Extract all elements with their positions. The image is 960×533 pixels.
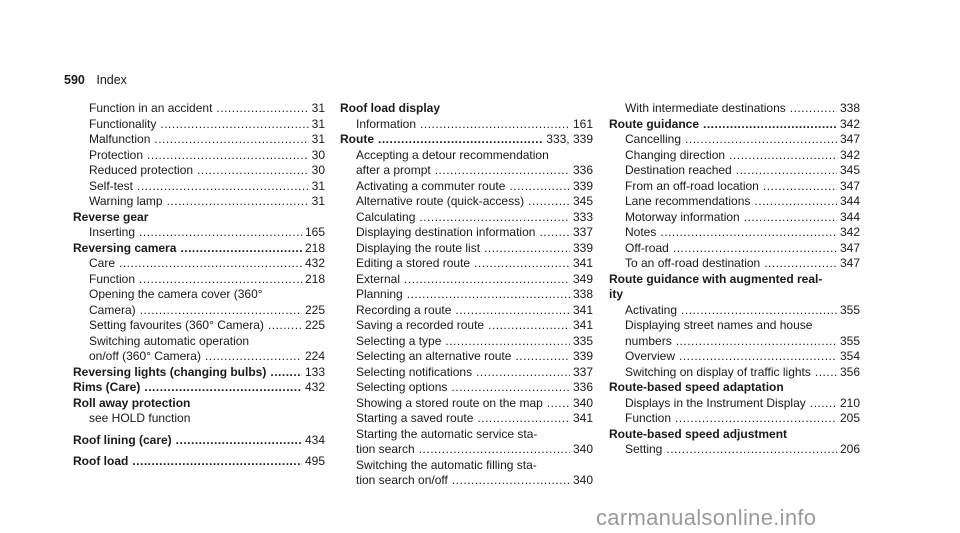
dot-leader [790, 101, 837, 117]
index-entry [609, 132, 860, 148]
index-entry [609, 396, 860, 412]
entry-text: Editing a stored route [356, 256, 471, 270]
entry-text: see HOLD function [89, 411, 191, 425]
entry-text: Route guidance with augmented real- [609, 271, 823, 286]
entry-text: Accepting a detour recommendation [356, 147, 549, 162]
entry-text: Roll away protection [73, 395, 191, 410]
entry-text: Selecting a type [356, 333, 442, 348]
index-entry [73, 256, 325, 272]
page-ref[interactable]: 338 [839, 101, 860, 115]
entry-text: Route [340, 132, 374, 146]
entry-text: Function in an accident [89, 101, 213, 115]
index-entry [73, 411, 325, 427]
page-ref[interactable]: 344 [839, 194, 860, 208]
page-ref[interactable]: 225 [304, 318, 325, 332]
index-entry [609, 179, 860, 195]
index-entry [340, 241, 593, 257]
page-ref[interactable]: 161 [572, 116, 593, 131]
dot-leader [176, 433, 302, 449]
entry-text: Displaying the route list [356, 240, 481, 255]
index-entry [340, 334, 593, 350]
index-entry [340, 194, 593, 210]
index-heading [73, 210, 325, 226]
page-ref[interactable]: 356 [839, 364, 860, 379]
entry-text: Setting [625, 442, 663, 456]
index-entry [340, 210, 593, 226]
page-ref[interactable]: 333 [572, 209, 593, 224]
index-column-1 [73, 101, 325, 470]
index-entry [340, 179, 593, 195]
entry-text: Switching on display of traffic lights [625, 364, 811, 379]
index-entry [73, 334, 325, 350]
page-ref[interactable]: 345 [839, 163, 860, 177]
index-heading [609, 117, 860, 133]
index-entry [609, 303, 860, 319]
page-ref[interactable]: 206 [839, 442, 860, 456]
page-ref[interactable]: 345 [572, 194, 593, 208]
dot-leader [147, 148, 309, 164]
index-entry [609, 365, 860, 381]
index-entry [73, 318, 325, 334]
index-entry [609, 334, 860, 350]
dot-leader [744, 210, 837, 226]
entry-text: With intermediate destinations [625, 101, 786, 115]
dot-leader [474, 256, 570, 272]
dot-leader [484, 241, 570, 257]
entry-text: Destination reached [625, 163, 732, 177]
entry-text: Selecting options [356, 380, 448, 394]
index-entry [73, 148, 325, 164]
dot-leader [703, 117, 837, 133]
entry-text: Switching the automatic filling sta- [356, 457, 537, 472]
entry-text: Switching automatic operation [89, 333, 250, 348]
page-ref[interactable]: 434 [304, 432, 325, 447]
entry-text: Recording a route [356, 302, 452, 317]
entry-text: Displays in the Instrument Display [625, 395, 806, 410]
index-heading [609, 427, 860, 443]
index-entry [609, 349, 860, 365]
dot-leader [404, 272, 570, 288]
entry-text: Rims (Care) [73, 380, 141, 394]
page-ref[interactable]: 432 [304, 380, 325, 394]
page-ref[interactable]: 340 [572, 395, 593, 410]
page-ref[interactable]: 337 [572, 364, 593, 379]
entry-text: Selecting an alternative route [356, 349, 512, 363]
index-heading [73, 396, 325, 412]
entry-text: External [356, 271, 401, 286]
entry-text: Off-road [625, 240, 669, 255]
index-heading [73, 241, 325, 257]
index-entry [73, 194, 325, 210]
entry-text: Roof load display [340, 101, 441, 115]
dot-leader [764, 256, 837, 272]
dot-leader [509, 179, 570, 195]
page-header [64, 73, 127, 87]
entry-text: Selecting notifications [356, 364, 473, 379]
index-entry [340, 427, 593, 443]
page-ref[interactable]: 341 [572, 411, 593, 425]
dot-leader [270, 365, 302, 381]
index-heading [609, 380, 860, 396]
dot-leader [160, 117, 308, 133]
entry-text: Route guidance [609, 116, 700, 131]
entry-text: Calculating [356, 209, 416, 224]
entry-text: Protection [89, 147, 144, 162]
index-entry [609, 225, 860, 241]
page-ref[interactable]: 495 [304, 454, 325, 468]
page-ref[interactable]: 342 [839, 116, 860, 131]
page-ref[interactable]: 336 [572, 380, 593, 394]
entry-text: Reversing lights (changing bulbs) [73, 364, 267, 379]
dot-leader [180, 241, 302, 257]
dot-leader [132, 454, 302, 470]
index-entry [340, 148, 593, 164]
dot-leader [167, 194, 309, 210]
dot-leader [197, 163, 309, 179]
entry-text: Warning lamp [89, 194, 163, 208]
dot-leader [268, 318, 302, 334]
index-entry [609, 148, 860, 164]
page-ref[interactable]: 344 [839, 209, 860, 224]
dot-leader [676, 334, 837, 350]
entry-text: Route-based speed adaptation [609, 380, 784, 394]
dot-leader [140, 303, 302, 319]
entry-text: Motorway information [625, 209, 740, 224]
dot-leader [205, 349, 302, 365]
page-ref[interactable]: 347 [839, 132, 860, 146]
index-entry [340, 458, 593, 474]
page-ref[interactable]: 341 [572, 256, 593, 270]
index-entry [609, 163, 860, 179]
index-entry [340, 225, 593, 241]
page-ref[interactable]: 335 [572, 333, 593, 348]
page-ref[interactable]: 342 [839, 225, 860, 239]
page-ref[interactable]: 341 [572, 302, 593, 317]
page-ref[interactable]: 210 [839, 395, 860, 410]
dot-leader [137, 179, 309, 195]
page-ref[interactable]: 339 [572, 178, 593, 193]
entry-text: Activating a commuter route [356, 178, 506, 193]
entry-text: Opening the camera cover (360° [89, 287, 263, 301]
page-ref[interactable]: 31 [311, 101, 325, 115]
entry-text: Lane recommendations [625, 194, 751, 208]
entry-text: Reverse gear [73, 209, 149, 224]
page-ref[interactable]: 133 [304, 364, 325, 379]
dot-leader [488, 318, 570, 334]
index-heading [340, 132, 593, 148]
entry-text: Displaying street names and house [625, 318, 813, 332]
dot-leader [420, 117, 570, 133]
dot-leader [445, 334, 570, 350]
index-entry [340, 349, 593, 365]
index-entry [609, 256, 860, 272]
page-ref[interactable]: 30 [311, 147, 325, 162]
index-heading [73, 454, 325, 470]
index-heading [73, 380, 325, 396]
entry-text: Alternative route (quick-access) [356, 194, 525, 208]
index-entry [340, 411, 593, 427]
index-entry [73, 349, 325, 365]
dot-leader [139, 225, 302, 241]
entry-text: Overview [625, 349, 676, 363]
page-ref[interactable]: 31 [311, 132, 325, 146]
dot-leader [452, 473, 570, 489]
page-ref[interactable]: 432 [304, 256, 325, 270]
entry-text: Starting a saved route [356, 411, 474, 425]
watermark: carmanualsonline.info [596, 505, 817, 530]
dot-leader [419, 442, 570, 458]
entry-text: Roof lining (care) [73, 432, 172, 447]
entry-text: numbers [625, 333, 672, 348]
index-entry [340, 287, 593, 303]
page-ref[interactable]: 339 [572, 240, 593, 255]
dot-leader [685, 132, 837, 148]
index-entry [340, 365, 593, 381]
page-ref[interactable]: 340 [572, 442, 593, 456]
page-ref[interactable]: 31 [311, 178, 325, 193]
dot-leader [378, 132, 543, 148]
entry-text: Inserting [89, 225, 136, 239]
entry-text: Cancelling [625, 132, 682, 146]
entry-text: Saving a recorded route [356, 318, 485, 332]
page-ref[interactable]: 337 [572, 225, 593, 239]
index-heading [73, 433, 325, 449]
page-ref[interactable]: 338 [572, 287, 593, 301]
index-entry [73, 287, 325, 303]
index-entry [73, 179, 325, 195]
index-entry [340, 272, 593, 288]
dot-leader [451, 380, 570, 396]
index-heading [609, 287, 860, 303]
index-entry [340, 318, 593, 334]
page-ref[interactable]: 30 [311, 163, 325, 177]
dot-leader [539, 225, 570, 241]
dot-leader [666, 442, 837, 458]
entry-text: ity [609, 287, 624, 301]
dot-leader [419, 210, 570, 226]
index-entry [340, 256, 593, 272]
entry-text: Camera) [89, 302, 136, 317]
page-ref[interactable]: 347 [839, 240, 860, 255]
page-ref[interactable]: 224 [304, 349, 325, 363]
dot-leader [515, 349, 570, 365]
index-entry [340, 303, 593, 319]
page-number: 590 [64, 73, 85, 87]
index-entry [73, 303, 325, 319]
entry-text: Starting the automatic service sta- [356, 426, 538, 441]
dot-leader [681, 303, 837, 319]
page-ref[interactable]: 349 [572, 271, 593, 286]
page-ref[interactable]: 354 [839, 349, 860, 363]
index-entry [340, 442, 593, 458]
dot-leader [754, 194, 837, 210]
entry-text: Function [625, 411, 672, 425]
index-entry [609, 241, 860, 257]
page-ref[interactable]: 31 [311, 116, 325, 131]
index-entry [609, 442, 860, 458]
index-entry [73, 163, 325, 179]
entry-text: Showing a stored route on the map [356, 395, 543, 410]
dot-leader [119, 256, 302, 272]
entry-text: Route-based speed adjustment [609, 426, 788, 441]
dot-leader [815, 365, 837, 381]
dot-leader [139, 272, 302, 288]
index-entry [73, 117, 325, 133]
entry-text: Planning [356, 287, 403, 301]
index-entry [609, 210, 860, 226]
page-section-title: Index [96, 73, 127, 87]
entry-text: Reversing camera [73, 240, 177, 255]
dot-leader [660, 225, 837, 241]
dot-leader [407, 287, 570, 303]
entry-text: tion search on/off [356, 473, 448, 487]
index-entry [73, 132, 325, 148]
dot-leader [476, 365, 570, 381]
entry-text: after a prompt [356, 163, 431, 177]
index-entry [609, 318, 860, 334]
dot-leader [547, 396, 570, 412]
index-entry [73, 101, 325, 117]
dot-leader [528, 194, 570, 210]
page-ref[interactable]: 165 [304, 225, 325, 239]
dot-leader [736, 163, 837, 179]
index-entry [609, 411, 860, 427]
dot-leader [679, 349, 837, 365]
dot-leader [675, 411, 837, 427]
page-ref[interactable]: 341 [572, 318, 593, 332]
entry-text: on/off (360° Camera) [89, 349, 201, 363]
page-ref[interactable]: 347 [839, 256, 860, 270]
page-ref[interactable]: 339 [572, 349, 593, 363]
index-entry [609, 101, 860, 117]
entry-text: Malfunction [89, 132, 151, 146]
index-heading [340, 101, 593, 117]
page-ref[interactable]: 355 [839, 333, 860, 348]
dot-leader [477, 411, 570, 427]
entry-text: Reduced protection [89, 163, 194, 177]
page-ref[interactable]: 347 [839, 178, 860, 193]
index-entry [340, 163, 593, 179]
entry-text: Self-test [89, 178, 134, 193]
dot-leader [144, 380, 302, 396]
page-ref[interactable]: 336 [572, 163, 593, 177]
index-heading [73, 365, 325, 381]
dot-leader [216, 101, 308, 117]
entry-text: To an off-road destination [625, 256, 761, 270]
index-entry [73, 272, 325, 288]
page-ref[interactable]: 333, 339 [546, 132, 593, 146]
page-ref[interactable]: 218 [304, 271, 325, 286]
dot-leader [435, 163, 570, 179]
entry-text: Functionality [89, 116, 157, 131]
dot-leader [763, 179, 837, 195]
entry-text: Activating [625, 302, 678, 317]
entry-text: Displaying destination information [356, 225, 536, 239]
entry-text: tion search [356, 442, 415, 456]
index-entry [340, 117, 593, 133]
page-ref[interactable]: 355 [839, 302, 860, 317]
entry-text: Changing direction [625, 147, 726, 162]
dot-leader [673, 241, 837, 257]
page-ref[interactable]: 31 [311, 194, 325, 208]
entry-text: Roof load [73, 454, 129, 468]
index-entry [340, 396, 593, 412]
entry-text: Setting favourites (360° Camera) [89, 318, 264, 332]
entry-text: Information [356, 116, 417, 131]
entry-text: Care [89, 256, 116, 270]
dot-leader [455, 303, 570, 319]
index-entry [340, 473, 593, 489]
page-ref[interactable]: 218 [304, 240, 325, 255]
entry-text: Notes [625, 225, 657, 239]
index-column-3 [609, 101, 860, 458]
entry-text: Function [89, 271, 136, 286]
entry-text: From an off-road location [625, 178, 759, 193]
dot-leader [154, 132, 308, 148]
dot-leader [810, 396, 837, 412]
index-entry [340, 380, 593, 396]
page-ref[interactable]: 205 [839, 411, 860, 425]
page-ref[interactable]: 225 [304, 302, 325, 317]
index-entry [609, 194, 860, 210]
index-entry [73, 225, 325, 241]
index-column-2 [340, 101, 593, 489]
page-ref[interactable]: 340 [572, 473, 593, 487]
dot-leader [729, 148, 837, 164]
page-ref[interactable]: 342 [839, 147, 860, 162]
index-heading [609, 272, 860, 288]
